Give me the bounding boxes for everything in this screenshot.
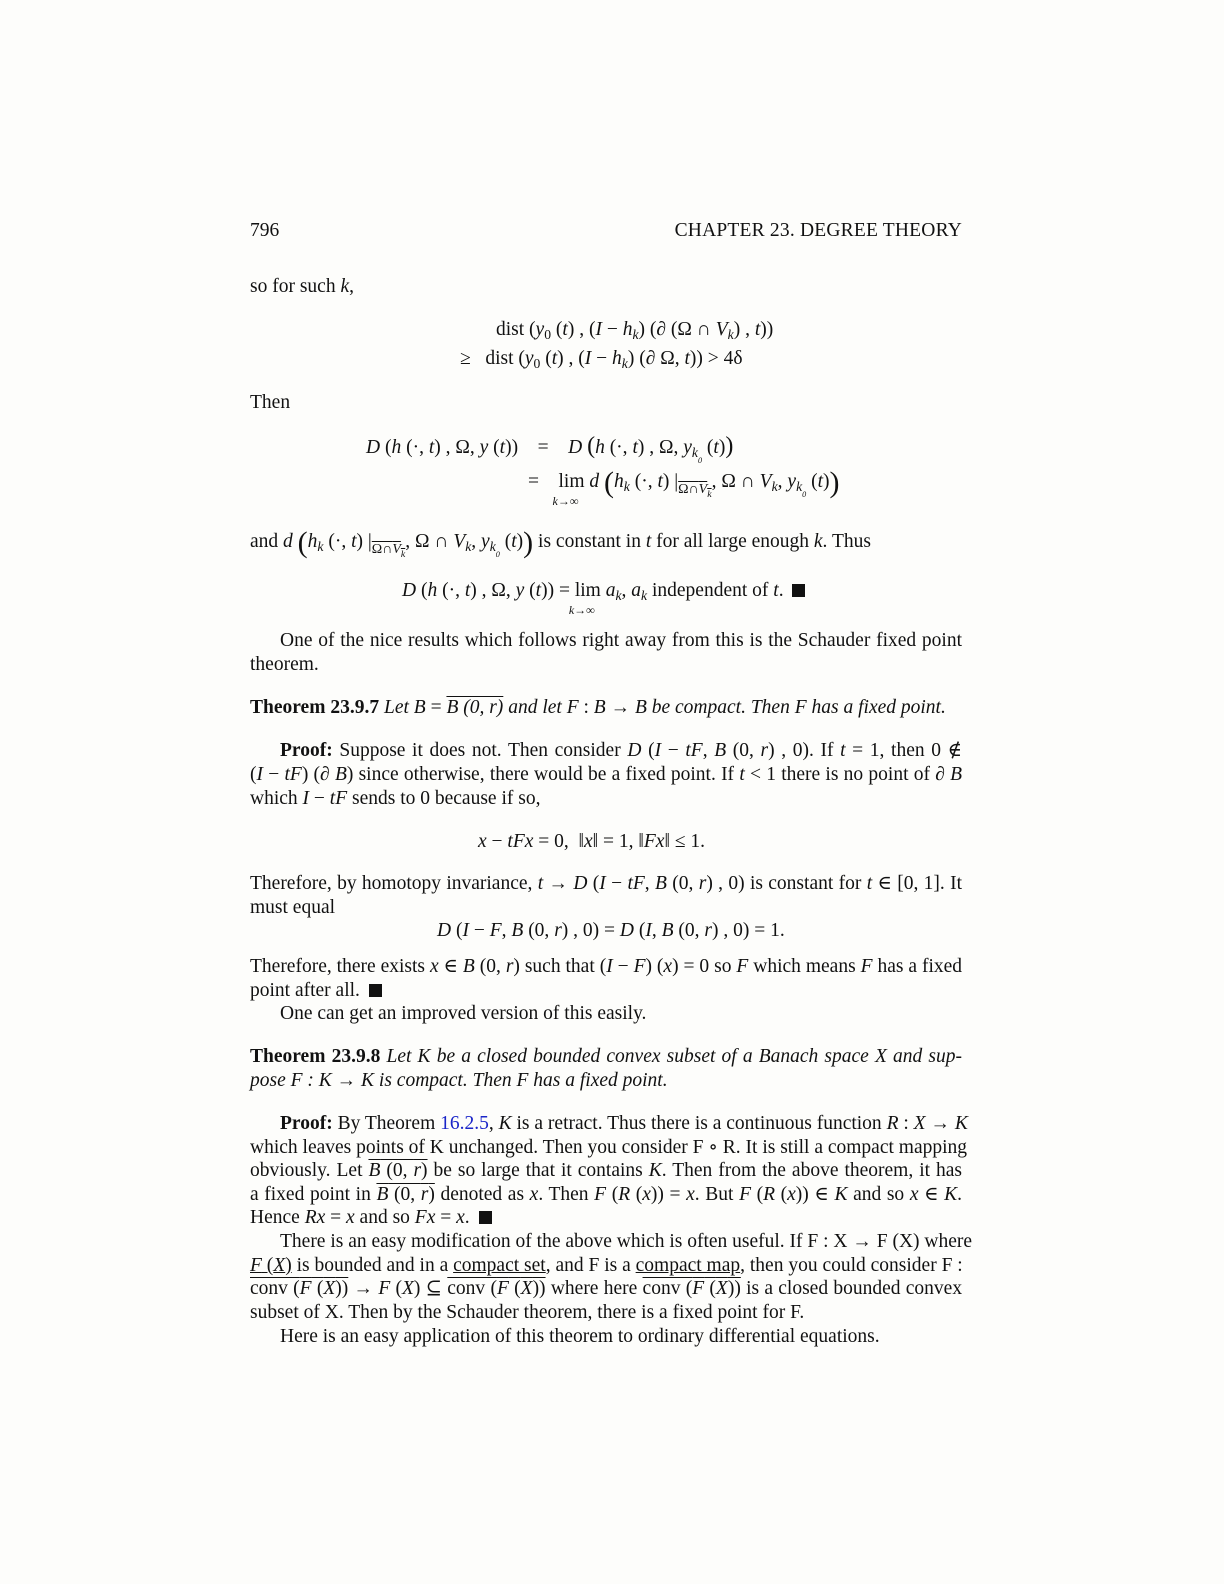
paragraph-line: Therefore, by homotopy invariance, t → D (I − tF, B (0, r) , 0) is constant for t ∈ [0, 1]. It bbox=[250, 873, 963, 894]
qed-icon bbox=[369, 984, 382, 997]
paragraph-line: Proof: By Theorem 16.2.5, K is a retract. Thus there is a continuous function R : X → K bbox=[280, 1113, 968, 1134]
theorem-23-9-8: Theorem 23.9.8 Let K be a closed bounded convex subset of a Banach space X and sup- bbox=[250, 1046, 962, 1067]
theorem-label: Theorem 23.9.8 bbox=[250, 1046, 381, 1067]
page-number: 796 bbox=[250, 220, 280, 241]
paragraph-line: Proof: Suppose it does not. Then consider D (I − tF, B (0, r) , 0). If t = 1, then 0 ∉ bbox=[280, 740, 963, 761]
paragraph-line: theorem. bbox=[250, 654, 319, 675]
paragraph-line: Hence Rx = x and so Fx = x. bbox=[250, 1206, 962, 1230]
page-header bbox=[250, 219, 962, 245]
paragraph-line: Then bbox=[250, 392, 291, 413]
chapter-title: CHAPTER 23. DEGREE THEORY bbox=[674, 220, 962, 241]
paragraph-line: pose F : K → K is compact. Then F has a fixed point. bbox=[250, 1070, 668, 1091]
equation-dist-1: dist ($y_0$ (t) , $(I - h_k)$ (∂ (Ω ∩ $V_k$) , t)) bbox=[496, 319, 774, 342]
theorem-link[interactable]: 16.2.5 bbox=[440, 1113, 489, 1134]
paragraph-line: and d ($h_k$ (·, t) $|_{\Omega\cap V_k}$, Ω ∩ $V_k$, $y_{k_0}$ (t)) is constant in t for all large enough k. Thus bbox=[250, 526, 871, 560]
equation-D-1: D (h (·, t) , Ω, y (t)) = D (h (·, t) , Ω, $y_{k_0}$ (t)) bbox=[366, 433, 734, 465]
paragraph-line: One can get an improved version of this easily. bbox=[280, 1003, 647, 1024]
paragraph-line: a fixed point in B (0, r) denoted as x. Then F (R (x)) = x. But F (R (x)) ∈ K and so x ∈ K. bbox=[250, 1184, 963, 1205]
paragraph-line: One of the nice results which follows right away from this is the Schauder fixed point bbox=[280, 630, 962, 651]
equation-dist-2: ≥ dist ($y_0$ (t) , $(I - h_k)$ (∂ Ω, t)) > 4δ bbox=[460, 348, 743, 371]
qed-icon bbox=[479, 1211, 492, 1224]
equation-limit: D (h (·, t) , Ω, y (t)) = lim k→∞ $a_k$, $a_k$ independent of t. bbox=[402, 579, 805, 608]
theorem-23-9-7: Theorem 23.9.7 Let B = B (0, r) and let F : B → B be compact. Then F has a fixed point. bbox=[250, 697, 946, 718]
equation-D-2: = lim k→∞ d ($h_k$ (·, t) $|_{\Omega\cap V_k}$, Ω ∩ $V_k$, $y_{k_0}$ (t)) bbox=[528, 466, 840, 508]
paragraph-line: which leaves points of K unchanged. Then you consider F ∘ R. It is still a compact mapping bbox=[250, 1137, 968, 1158]
qed-icon bbox=[792, 584, 805, 597]
paragraph-line: obviously. Let B (0, r) be so large that it contains K. Then from the above theorem, it has bbox=[250, 1160, 962, 1181]
paragraph-line: (I − tF) (∂ B) since otherwise, there would be a fixed point. If t < 1 there is no point of ∂ B bbox=[250, 764, 963, 785]
paragraph-line: must equal bbox=[250, 897, 336, 918]
paragraph-line: Here is an easy application of this theorem to ordinary differential equations. bbox=[280, 1326, 880, 1347]
paragraph-line: F (X) is bounded and in a compact set, and F is a compact map, then you could consider F : bbox=[250, 1255, 963, 1276]
equation-degree: D (I − F, B (0, r) , 0) = D (I, B (0, r) , 0) = 1. bbox=[437, 920, 785, 941]
theorem-label: Theorem 23.9.7 bbox=[250, 697, 380, 718]
paragraph-line: Therefore, there exists x ∈ B (0, r) such that (I − F) (x) = 0 so F which means F has a fixed bbox=[250, 956, 963, 977]
paragraph-line: There is an easy modification of the above which is often useful. If F : X → F (X) where bbox=[280, 1231, 973, 1252]
paragraph-line: which I − tF sends to 0 because if so, bbox=[250, 788, 541, 809]
paragraph-line: so for such k, bbox=[250, 276, 354, 297]
proof-label: Proof: bbox=[280, 1113, 333, 1134]
paragraph-line: point after all. bbox=[250, 979, 962, 1003]
proof-label: Proof: bbox=[280, 740, 333, 761]
paragraph-line: conv (F (X)) → F (X) ⊆ conv (F (X)) where here conv (F (X)) is a closed bounded convex bbox=[250, 1278, 963, 1299]
paragraph-line: subset of X. Then by the Schauder theorem, there is a fixed point for F. bbox=[250, 1302, 805, 1323]
equation-fixed: x − tFx = 0, ‖x‖ = 1, ‖Fx‖ ≤ 1. bbox=[478, 831, 705, 852]
